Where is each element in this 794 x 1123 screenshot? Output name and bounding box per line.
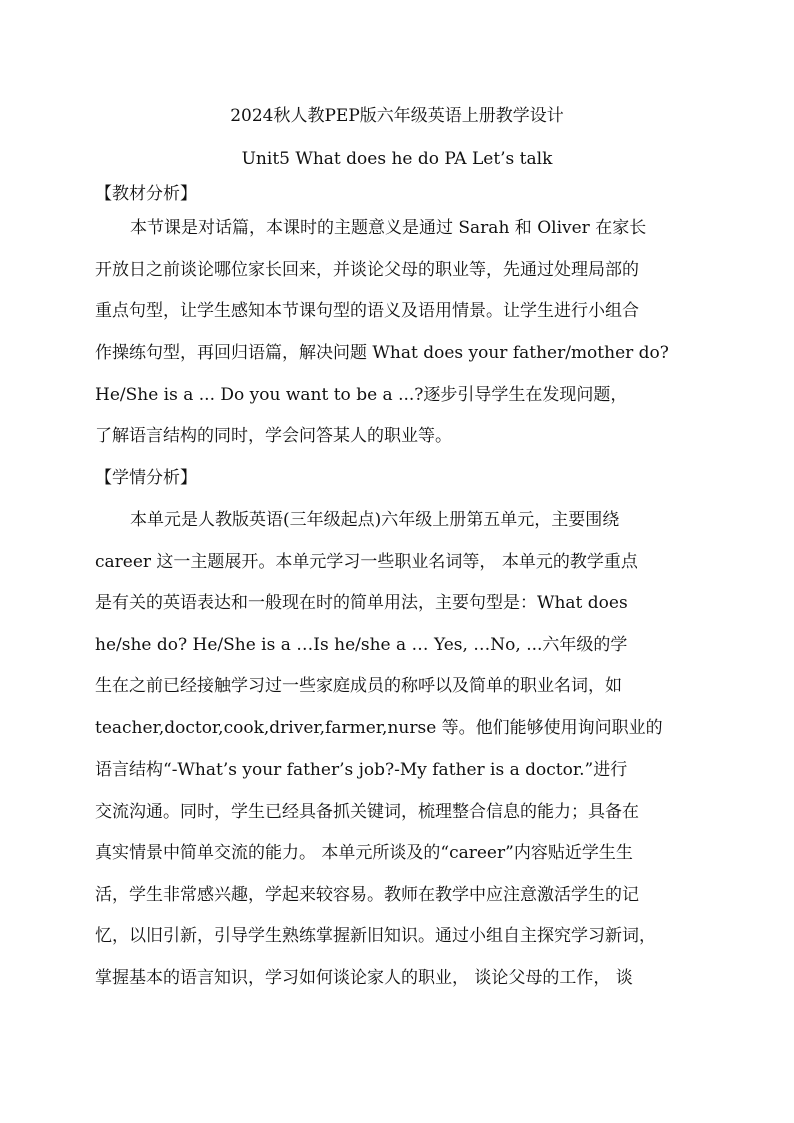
paragraph-line: 交流沟通。同时，学生已经具备抓关键词，梳理整合信息的能力；具备在 [95,802,639,822]
paragraph-line: 重点句型，让学生感知本节课句型的语义及语用情景。让学生进行小组合 [95,301,639,321]
document-title: 2024秋人教PEP版六年级英语上册教学设计 [230,106,564,126]
paragraph-line: He/She is a ... Do you want to be a ...?逐步引导学生在发现问题， [95,385,628,405]
paragraph-line: career 这一主题展开。本单元学习一些职业名词等， 本单元的教学重点 [95,552,638,572]
paragraph-line: 作操练句型，再回归语篇，解决问题 What does your father/mother do? [95,343,669,363]
paragraph-line: 是有关的英语表达和一般现在时的简单用法，主要句型是：What does [95,593,628,613]
section-heading-textbook-analysis: 【教材分析】 [95,184,197,204]
paragraph-line: he/she do? He/She is a …Is he/she a … Yes, …No, ...六年级的学 [95,635,628,655]
paragraph-line: 忆，以旧引新，引导学生熟练掌握新旧知识。通过小组自主探究学习新词， [95,926,656,946]
paragraph-line: 活，学生非常感兴趣，学起来较容易。教师在教学中应注意激活学生的记 [95,885,639,905]
document-subtitle: Unit5 What does he do PA Let’s talk [241,149,553,169]
paragraph-line: 了解语言结构的同时，学会问答某人的职业等。 [95,426,452,446]
paragraph-line: teacher,doctor,cook,driver,farmer,nurse 等。他们能够使用询问职业的 [95,718,663,738]
paragraph-line: 生在之前已经接触学习过一些家庭成员的称呼以及简单的职业名词，如 [95,676,622,696]
paragraph-line: 掌握基本的语言知识，学习如何谈论家人的职业， 谈论父母的工作， 谈 [95,968,633,988]
paragraph-line: 开放日之前谈论哪位家长回来，并谈论父母的职业等，先通过处理局部的 [95,260,639,280]
paragraph-line: 真实情景中简单交流的能力。 本单元所谈及的“career”内容贴近学生生 [95,843,633,863]
section-heading-learner-analysis: 【学情分析】 [95,468,197,488]
paragraph-line: 本单元是人教版英语(三年级起点)六年级上册第五单元，主要围绕 [130,510,620,530]
paragraph-line: 语言结构“-What’s your father’s job?-My father is a doctor.”进行 [95,760,628,780]
paragraph-line: 本节课是对话篇，本课时的主题意义是通过 Sarah 和 Oliver 在家长 [130,218,647,238]
